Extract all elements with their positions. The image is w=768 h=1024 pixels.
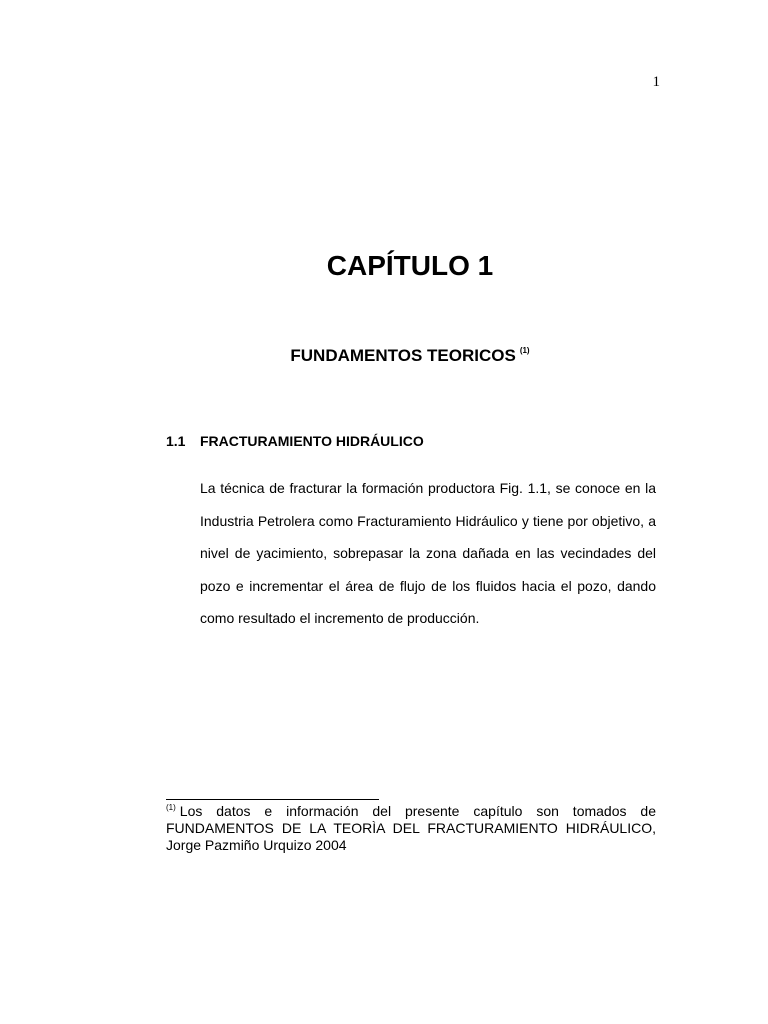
subsection-number: 1.1 (166, 433, 186, 449)
footnote-line-1 (166, 799, 656, 820)
chapter-title: CAPÍTULO 1 (326, 250, 494, 281)
footnote-line-3: Jorge Pazmiño Urquizo 2004 (166, 837, 347, 853)
footnote-mark: (1) (166, 803, 176, 812)
section-footnote-ref: (1) (519, 346, 530, 355)
section-title: FUNDAMENTOS TEORICOS (290, 346, 516, 365)
page-number: 1 (652, 74, 660, 90)
subsection-title: FRACTURAMIENTO HIDRÁULICO (200, 433, 424, 449)
body-paragraph: La técnica de fracturar la formación productora Fig. 1.1, se conoce en la Industria Petrolera como Fracturamiento Hidráulico y tiene por objetivo, a nivel de yacimiento, sobrepasar la zona dañada en las vecindades del pozo e incrementar el área de flujo de los fluidos hacia el pozo, dando como resultado el incremento de producción. (200, 480, 656, 626)
section-heading (0, 346, 768, 366)
footnote-line-1-text: Los datos e información del presente capítulo son tomados de (179, 803, 656, 819)
subsection-heading (166, 433, 424, 449)
footnote-line-2: FUNDAMENTOS DE LA TEORÌA DEL FRACTURAMIENTO HIDRÁULICO, (166, 820, 656, 836)
footnote (166, 799, 656, 854)
